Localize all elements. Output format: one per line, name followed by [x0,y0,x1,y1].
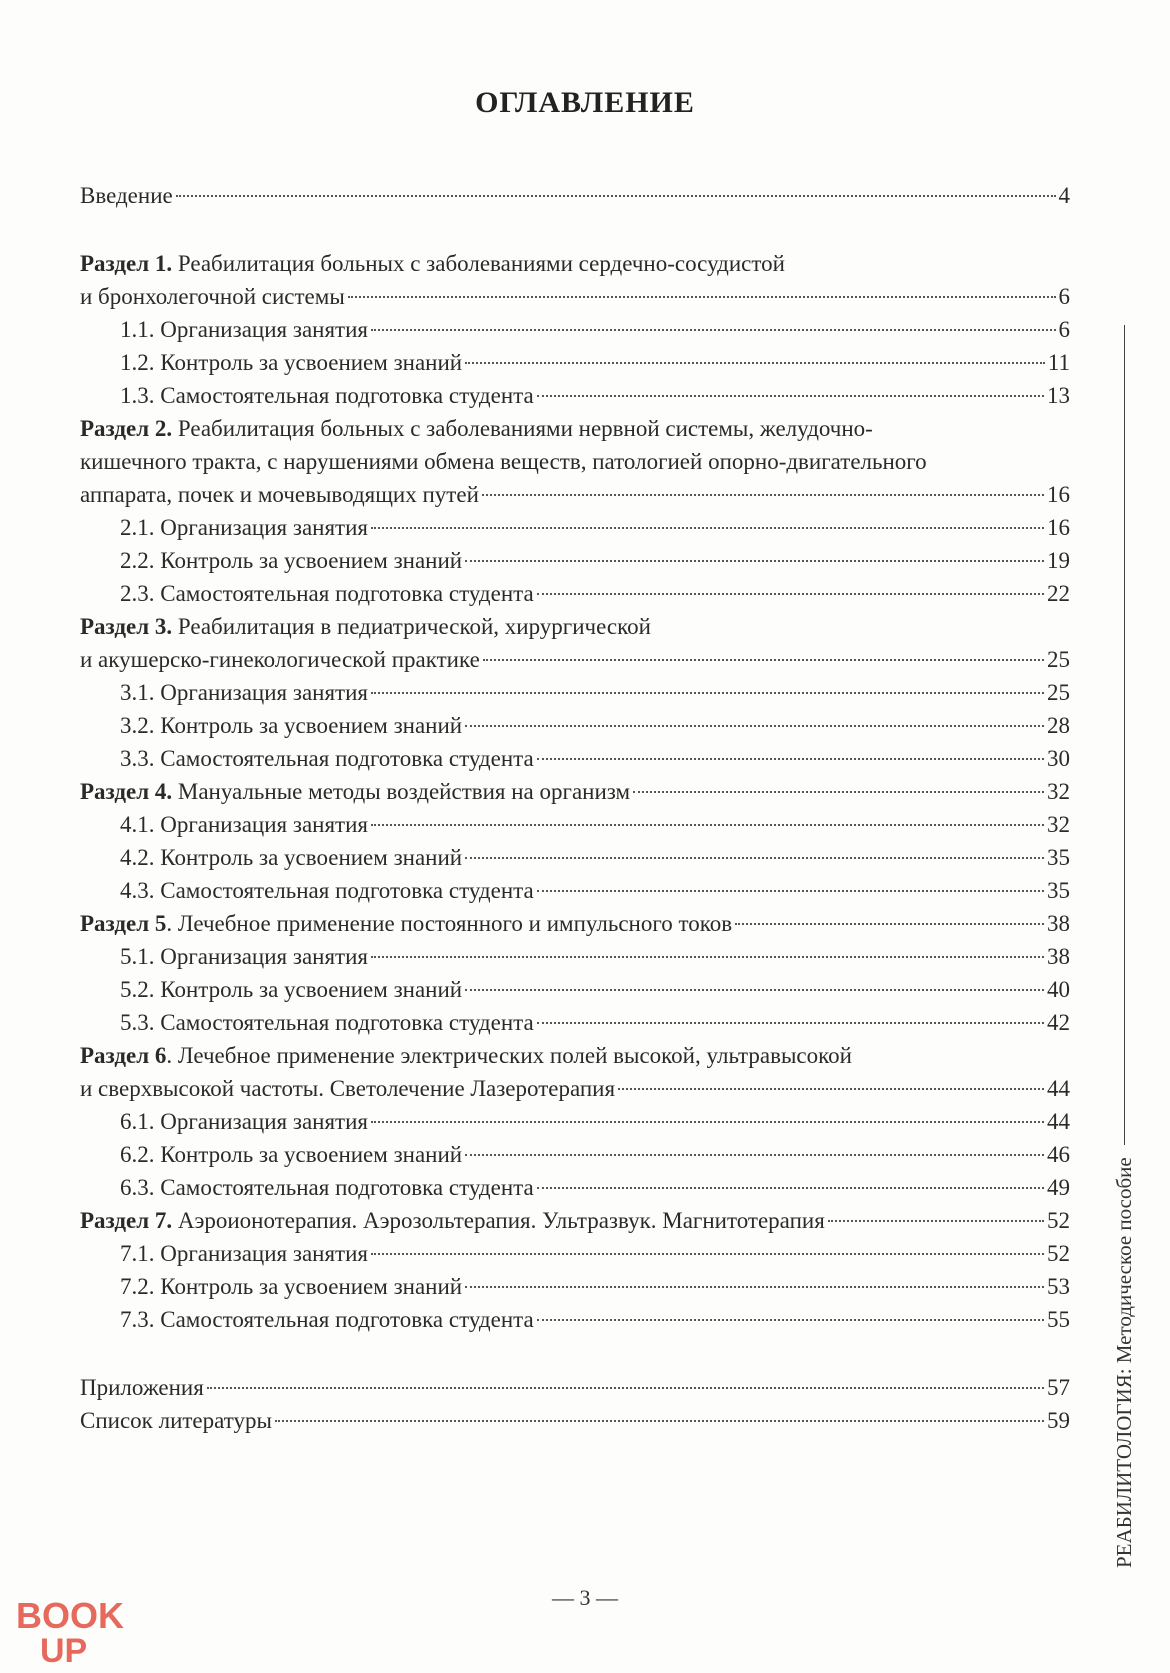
section-title-line-2: кишечного тракта, с нарушениями обмена веществ, патологией опорно-двигательного [80,449,927,474]
toc-label: 7.1. Организация занятия [120,1241,368,1266]
toc-label: . Лечебное применение постоянного и импульсного токов [166,911,733,936]
toc-entry-section-2 [80,477,1070,512]
toc-entry-7-2 [120,1269,1070,1304]
toc-entry-6-1 [120,1104,1070,1139]
toc-page-number: 4 [1058,183,1070,208]
dot-leader [537,1187,1044,1189]
toc-label: 6.1. Организация занятия [120,1109,368,1134]
toc-page-number: 25 [1047,647,1070,672]
toc-entry-intro [80,178,1070,213]
toc-label: 7.3. Самостоятельная подготовка студента [120,1307,534,1332]
section-title-line: Реабилитация в педиатрической, хирургической [177,614,651,639]
toc-entry-references [80,1403,1070,1438]
toc-label: и акушерско-гинекологической практике [80,647,480,672]
toc-entry-section-6 [80,1071,1070,1106]
dot-leader [537,1022,1044,1024]
dot-leader [465,989,1044,991]
toc-page-number: 22 [1047,581,1070,606]
toc-label: 3.3. Самостоятельная подготовка студента [120,746,534,771]
watermark-text-top: BOOK [16,1596,124,1636]
running-header-vertical [1112,325,1137,1568]
toc-label: 3.1. Организация занятия [120,680,368,705]
toc-page-number: 25 [1047,680,1070,705]
dot-leader [482,494,1044,496]
toc-entry-2-3 [120,576,1070,611]
toc-page-number: 32 [1047,812,1070,837]
dot-leader [537,395,1044,397]
toc-label: 5.2. Контроль за усвоением знаний [120,977,463,1002]
toc-label: аппарата, почек и мочевыводящих путей [80,482,479,507]
header-rule [1124,325,1125,1145]
dot-leader [465,362,1045,364]
toc-label: Введение [80,183,173,208]
dot-leader [465,857,1044,859]
dot-leader [735,923,1044,925]
toc-page-number: 32 [1047,779,1070,804]
toc-label: 1.1. Организация занятия [120,317,368,342]
dot-leader [465,560,1044,562]
toc-page-number: 42 [1047,1010,1070,1035]
toc-label: Список литературы [80,1408,272,1433]
section-title-line: . Лечебное применение электрических полей высокой, ультравысокой [166,1043,852,1068]
section-heading-1 [80,246,785,281]
toc-entry-7-1 [120,1236,1070,1271]
toc-entry-2-1 [120,510,1070,545]
toc-page-number: 57 [1047,1375,1070,1400]
toc-page-number: 11 [1047,350,1070,375]
dot-leader [371,824,1044,826]
toc-entry-5-2 [120,972,1070,1007]
toc-entry-3-1 [120,675,1070,710]
dot-leader [537,1319,1044,1321]
dot-leader [371,956,1044,958]
section-prefix: Раздел 3. [80,614,173,639]
toc-page-number: 35 [1047,878,1070,903]
toc-label: 2.2. Контроль за усвоением знаний [120,548,463,573]
dot-leader [371,1121,1044,1123]
toc-entry-1-3 [120,378,1070,413]
dot-leader [828,1220,1044,1222]
toc-entry-4-2 [120,840,1070,875]
toc-page-number: 16 [1047,482,1070,507]
toc-page-number: 49 [1047,1175,1070,1200]
toc-page-number: 6 [1058,317,1070,342]
toc-entry-section-1 [80,279,1070,314]
dot-leader [275,1420,1044,1422]
section-prefix: Раздел 2. [80,416,173,441]
dot-leader [483,659,1044,661]
toc-page-number: 46 [1047,1142,1070,1167]
toc-entry-1-2 [120,345,1070,380]
toc-entry-2-2 [120,543,1070,578]
toc-page-number: 30 [1047,746,1070,771]
toc-label: 3.2. Контроль за усвоением знаний [120,713,463,738]
toc-page-number: 38 [1047,944,1070,969]
section-heading-3 [80,609,651,644]
toc-page-number: 44 [1047,1109,1070,1134]
toc-entry-3-3 [120,741,1070,776]
toc-label: 6.3. Самостоятельная подготовка студента [120,1175,534,1200]
dot-leader [633,791,1044,793]
section-prefix: Раздел 7. [80,1208,173,1233]
dot-leader [537,593,1044,595]
toc-entry-6-2 [120,1137,1070,1172]
page-number: — 3 — [552,1585,618,1610]
book-subtitle: : Методическое пособие [1112,1157,1136,1375]
toc-page-number: 44 [1047,1076,1070,1101]
dot-leader [371,1253,1044,1255]
toc-entry-section-7 [80,1203,1070,1238]
toc-label: 6.2. Контроль за усвоением знаний [120,1142,463,1167]
section-heading-2 [80,411,873,446]
toc-entry-section-5 [80,906,1070,941]
dot-leader [465,1154,1044,1156]
dot-leader [176,195,1056,197]
section-title-line: Реабилитация больных с заболеваниями сердечно-сосудистой [177,251,785,276]
toc-page-number: 59 [1047,1408,1070,1433]
toc-label: 4.1. Организация занятия [120,812,368,837]
dot-leader [537,758,1044,760]
section-prefix: Раздел 1. [80,251,173,276]
toc-page-number: 13 [1047,383,1070,408]
toc-label: Мануальные методы воздействия на организм [177,779,631,804]
toc-label: и бронхолегочной системы [80,284,345,309]
section-prefix: Раздел 4. [80,779,173,804]
toc-label: 5.3. Самостоятельная подготовка студента [120,1010,534,1035]
toc-entry-6-3 [120,1170,1070,1205]
page-title: ОГЛАВЛЕНИЕ [475,86,695,119]
book-title: РЕАБИЛИТОЛОГИЯ [1112,1374,1136,1568]
toc-label: 1.2. Контроль за усвоением знаний [120,350,463,375]
toc-page-number: 38 [1047,911,1070,936]
toc-page-number: 28 [1047,713,1070,738]
toc-page-number: 19 [1047,548,1070,573]
toc-entry-1-1 [120,312,1070,347]
toc-page-number: 35 [1047,845,1070,870]
dot-leader [371,692,1044,694]
toc-label: 5.1. Организация занятия [120,944,368,969]
toc-page-number: 52 [1047,1241,1070,1266]
dot-leader [618,1088,1044,1090]
bookup-watermark-logo [12,1596,162,1664]
toc-page-number: 6 [1058,284,1070,309]
toc-page-number: 53 [1047,1274,1070,1299]
toc-label: Приложения [80,1375,204,1400]
watermark-text-bottom: UP [40,1632,88,1664]
toc-page-number: 55 [1047,1307,1070,1332]
toc-label: 7.2. Контроль за усвоением знаний [120,1274,463,1299]
toc-page-number: 16 [1047,515,1070,540]
toc-entry-7-3 [120,1302,1070,1337]
dot-leader [537,890,1044,892]
toc-page-number: 40 [1047,977,1070,1002]
toc-entry-5-1 [120,939,1070,974]
toc-label: 4.3. Самостоятельная подготовка студента [120,878,534,903]
toc-entry-section-3 [80,642,1070,677]
section-title-line: Реабилитация больных с заболеваниями нервной системы, желудочно- [177,416,873,441]
toc-entry-section-4 [80,774,1070,809]
toc-label: Аэроионотерапия. Аэрозольтерапия. Ультразвук. Магнитотерапия [177,1208,825,1233]
dot-leader [207,1387,1044,1389]
section-prefix: Раздел 5 [80,911,167,936]
toc-entry-appendix [80,1370,1070,1405]
dot-leader [348,296,1056,298]
toc-entry-4-3 [120,873,1070,908]
toc-entry-5-3 [120,1005,1070,1040]
section-heading-6 [80,1038,852,1073]
toc-label: 2.3. Самостоятельная подготовка студента [120,581,534,606]
toc-page-number: 52 [1047,1208,1070,1233]
dot-leader [371,329,1056,331]
toc-label: 4.2. Контроль за усвоением знаний [120,845,463,870]
toc-label: и сверхвысокой частоты. Светолечение Лазеротерапия [80,1076,616,1101]
dot-leader [465,725,1044,727]
toc-label: 2.1. Организация занятия [120,515,368,540]
section-prefix: Раздел 6 [80,1043,167,1068]
dot-leader [371,527,1044,529]
toc-entry-3-2 [120,708,1070,743]
toc-label: 1.3. Самостоятельная подготовка студента [120,383,534,408]
dot-leader [465,1286,1044,1288]
toc-entry-4-1 [120,807,1070,842]
